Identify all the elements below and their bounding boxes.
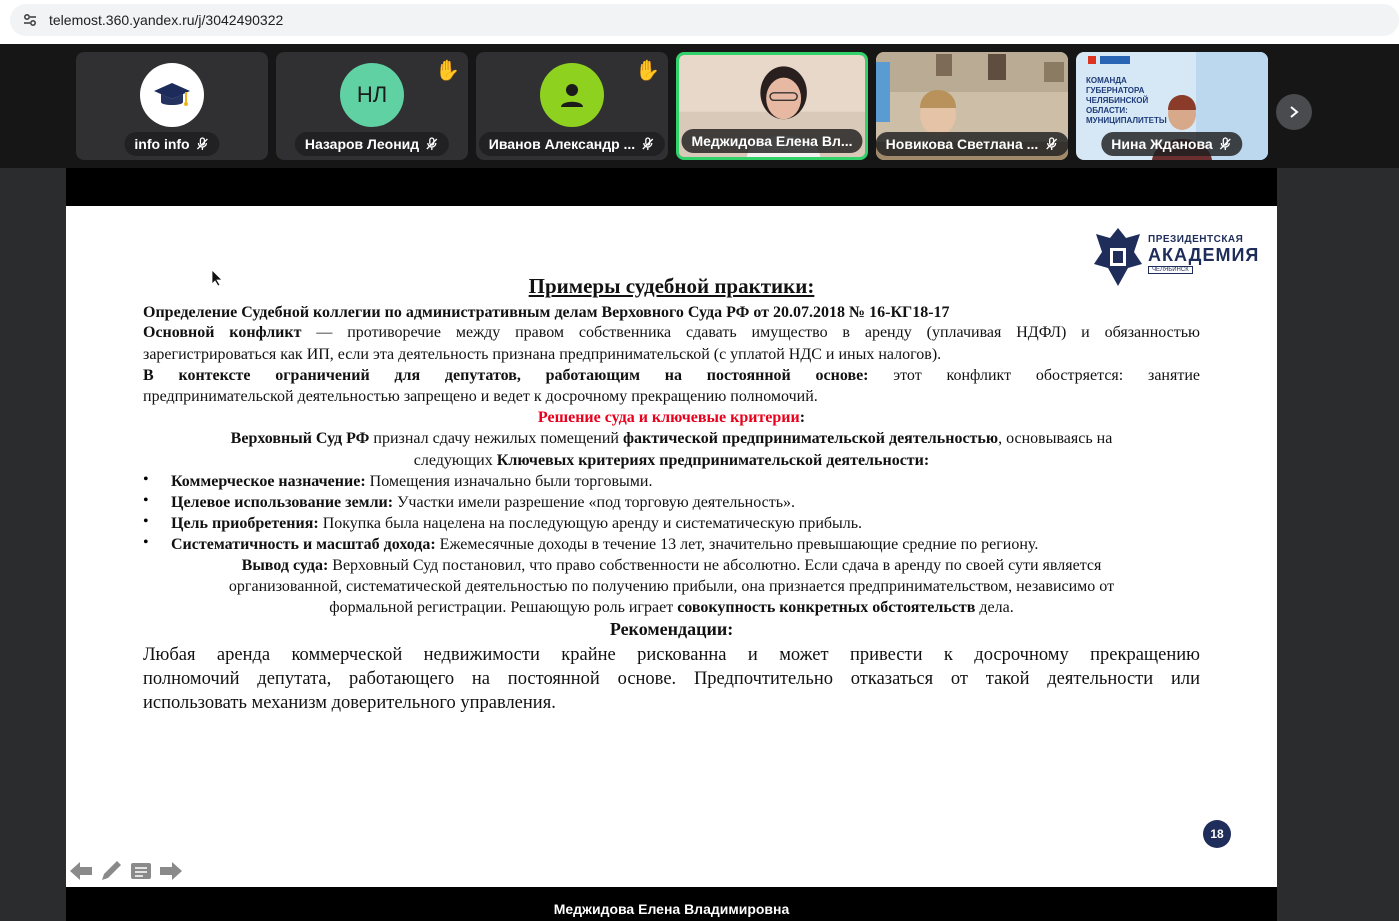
participant-name: info info: [124, 132, 219, 156]
next-slide-icon[interactable]: [158, 858, 184, 884]
participant-name: Назаров Леонид: [295, 132, 449, 156]
logo-line-1: ПРЕЗИДЕНТСКАЯ: [1148, 234, 1244, 245]
presentation-slide: [66, 206, 1277, 887]
slide-title: Примеры судебной практики:: [528, 274, 815, 298]
participant-name: Меджидова Елена Вл...: [681, 129, 862, 153]
mic-off-icon: [1044, 137, 1058, 151]
decision-heading: Решение суда и ключевые критерии:: [537, 409, 806, 426]
previous-slide-icon[interactable]: [68, 858, 94, 884]
court-line-1: Верховный Суд РФ признал сдачу нежилых помещений фактической предпринимательской деятельностью, основываясь на: [230, 430, 1113, 447]
context-line-1: В контексте ограничений для депутатов, работающим на постоянной основе: этот конфликт обостряется: занятие: [143, 367, 1200, 384]
banner-text: КОМАНДА ГУБЕРНАТОРА ЧЕЛЯБИНСКОЙ ОБЛАСТИ: МУНИЦИПАЛИТЕТЫ: [1086, 76, 1167, 125]
graduation-cap-icon: [152, 75, 192, 115]
avatar: [340, 63, 404, 127]
participant-tile-6[interactable]: [1076, 52, 1268, 160]
criteria-bullet-1: Коммерческое назначение: Помещения изначально были торговыми.: [171, 473, 653, 490]
participant-name: Новикова Светлана ...: [876, 132, 1068, 156]
url-text[interactable]: telemost.360.yandex.ru/j/3042490322: [49, 12, 284, 28]
criteria-bullet-4: Систематичность и масштаб дохода: Ежемесячные доходы в течение 13 лет, значительно превышающие средние по региону.: [171, 536, 1039, 553]
presenter-caption-bar: [66, 887, 1277, 921]
logo-line-3: ЧЕЛЯБИНСК: [1148, 266, 1193, 274]
conflict-line-1: Основной конфликт — противоречие между правом собственника сдавать имущество в аренду (уплачивая НДФЛ) и обязанностью: [143, 324, 1200, 341]
participant-tile-2[interactable]: [276, 52, 468, 160]
conclusion-line-2: организованной, систематической деятельностью по получению прибыли, она признается предпринимательством, независимо от: [228, 578, 1115, 595]
site-settings-icon[interactable]: [22, 12, 38, 28]
logo-line-2: АКАДЕМИЯ: [1148, 245, 1260, 265]
next-participants-button[interactable]: [1276, 94, 1312, 130]
conclusion-line-1: Вывод суда: Верховный Суд постановил, что право собственности не абсолютно. Если сдача в аренду по своей сути является: [241, 557, 1102, 574]
participant-tile-1[interactable]: [76, 52, 268, 160]
raised-hand-icon: ✋: [435, 60, 460, 82]
bullet-marker: •: [143, 534, 149, 551]
notes-icon[interactable]: [128, 858, 154, 884]
recommendation-line-3: использовать механизм доверительного управления.: [143, 693, 556, 713]
participant-name: Нина Жданова: [1101, 132, 1242, 156]
mic-off-icon: [196, 137, 210, 151]
bullet-marker: •: [143, 471, 149, 488]
court-line-2: следующих Ключевых критериях предпринимательской деятельности:: [413, 452, 930, 469]
recommendations-heading: Рекомендации:: [609, 619, 734, 639]
bullet-marker: •: [143, 492, 149, 509]
avatar-initials: НЛ: [356, 82, 388, 107]
mic-off-icon: [641, 137, 655, 151]
conclusion-line-3: формальной регистрации. Решающую роль играет совокупность конкретных обстоятельств дела.: [329, 599, 1014, 616]
recommendation-line-1: Любая аренда коммерческой недвижимости крайне рискованна и может привести к досрочному прекращению: [143, 645, 1200, 665]
participant-tile-4[interactable]: [676, 52, 868, 160]
recommendation-line-2: полномочий депутата, работающего на постоянной основе. Предпочтительно отказаться от такой деятельности или: [143, 669, 1200, 689]
slide-page-number: 18: [1203, 820, 1231, 848]
mic-off-icon: [425, 137, 439, 151]
criteria-bullet-2: Целевое использование земли: Участки имели разрешение «под торговую деятельность».: [171, 494, 795, 511]
conflict-line-2: зарегистрироваться как ИП, если эта деятельность признана предпринимательской (с уплатой НДС и иных налогов).: [143, 346, 942, 363]
browser-address-bar: [0, 0, 1399, 44]
mic-off-icon: [1219, 137, 1233, 151]
pen-icon[interactable]: [98, 858, 124, 884]
participant-name: Иванов Александр ...: [479, 132, 665, 156]
criteria-bullet-3: Цель приобретения: Покупка была нацелена на последующую аренду и систематическую прибыль.: [171, 515, 863, 532]
presenter-name: Меджидова Елена Владимировна: [553, 901, 790, 917]
case-reference: Определение Судебной коллегии по административным делам Верховного Суда РФ от 20.07.2018 № 16-КГ18-17: [143, 304, 950, 321]
person-icon: [558, 81, 586, 109]
bullet-marker: •: [143, 513, 149, 530]
participant-tile-3[interactable]: [476, 52, 668, 160]
avatar: [140, 63, 204, 127]
avatar: [540, 63, 604, 127]
chevron-right-icon: [1287, 105, 1301, 119]
mouse-cursor-icon: [211, 269, 223, 287]
raised-hand-icon: ✋: [635, 60, 660, 82]
context-line-2: предпринимательской деятельностью запрещено и ведет к досрочному прекращению полномочий.: [143, 388, 818, 405]
participant-tile-5[interactable]: [876, 52, 1068, 160]
